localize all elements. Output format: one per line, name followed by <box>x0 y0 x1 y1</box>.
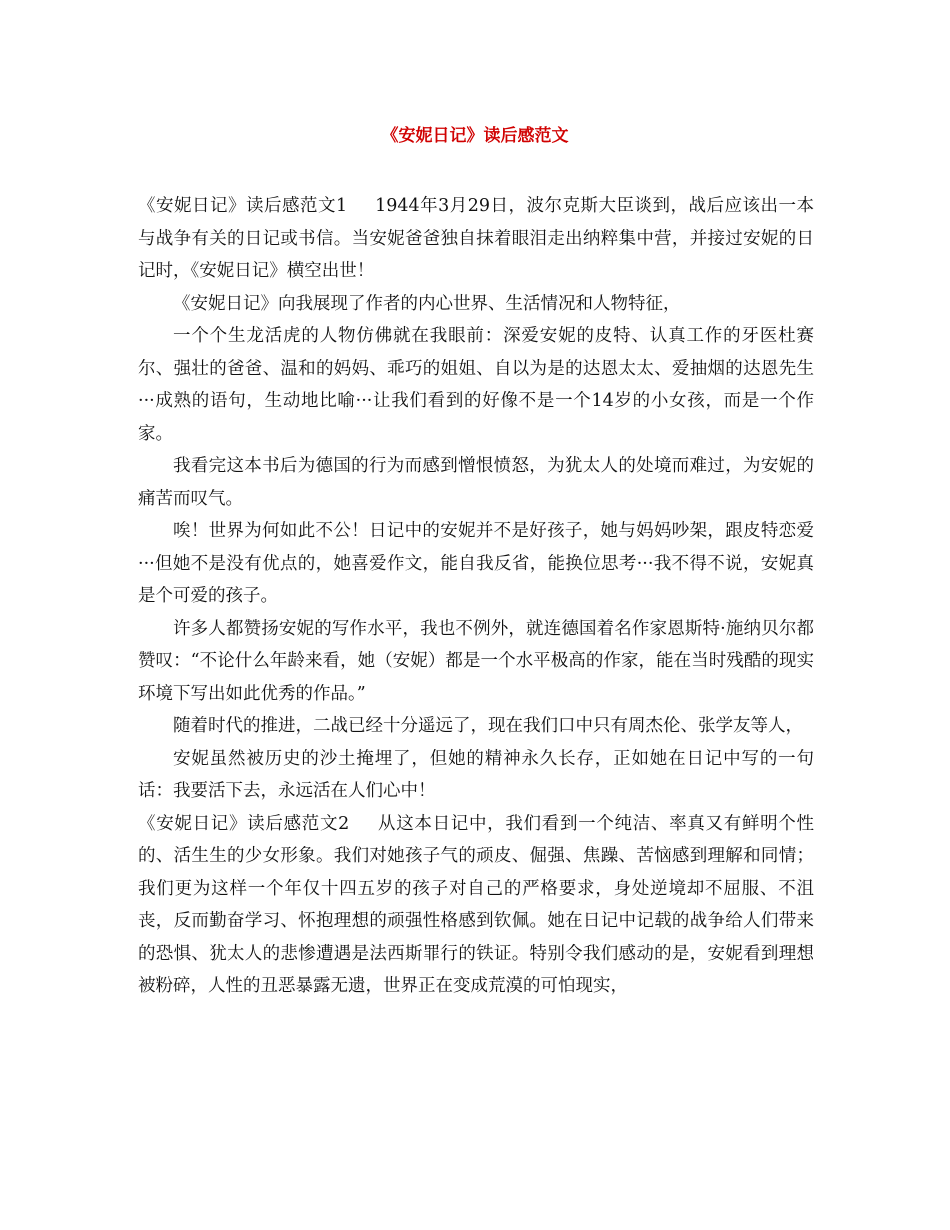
section-1-lead-paragraph <box>138 190 814 288</box>
body-paragraph: 安妮虽然被历史的沙土掩埋了，但她的精神永久长存，正如她在日记中写的一句话：我要活下去，永远活在人们心中！ <box>138 748 814 801</box>
document-title: 《安妮日记》读后感范文 <box>381 126 569 146</box>
body-paragraph: 我看完这本书后为德国的行为而感到憎恨愤怒，为犹太人的处境而难过，为安妮的痛苦而叹气。 <box>138 456 814 509</box>
body-paragraph: 一个个生龙活虎的人物仿佛就在我眼前：深爱安妮的皮特、认真工作的牙医杜赛尔、强壮的爸爸、温和的妈妈、乖巧的姐姐、自以为是的达恩太太、爱抽烟的达恩先生···成熟的语句，生动地比喻···让我们看到的好像不是一个14岁的小女孩，而是一个作家。 <box>138 326 814 444</box>
body-paragraph: 许多人都赞扬安妮的写作水平，我也不例外，就连德国着名作家恩斯特·施纳贝尔都赞叹：“不论什么年龄来看，她（安妮）都是一个水平极高的作家，能在当时残酷的现实环境下写出如此优秀的作品。” <box>138 618 814 704</box>
body-paragraph: 随着时代的推进，二战已经十分遥远了，现在我们口中只有周杰伦、张学友等人， <box>173 716 803 736</box>
body-paragraph: 唉！世界为何如此不公！日记中的安妮并不是好孩子，她与妈妈吵架，跟皮特恋爱···但她不是没有优点的，她喜爱作文，能自我反省，能换位思考···我不得不说，安妮真是个可爱的孩子。 <box>138 521 814 606</box>
body-paragraph: 《安妮日记》向我展现了作者的内心世界、生活情况和人物特征， <box>173 293 681 314</box>
section-1-heading: 《安妮日记》读后感范文1 <box>138 196 348 216</box>
section-2-lead-text: 从这本日记中，我们看到一个纯洁、率真又有鲜明个性的、活生生的少女形象。我们对她孩子气的顽皮、倔强、焦躁、苦恼感到理解和同情；我们更为这样一个年仅十四五岁的孩子对自己的严格要求，身处逆境却不屈服、不沮丧，反而勤奋学习、怀抱理想的顽强性格感到钦佩。她在日记中记载的战争给人们带来的恐惧、犹太人的悲惨遭遇是法西斯罪行的铁证。特别令我们感动的是，安妮看到理想被粉碎，人性的丑恶暴露无遗，世界正在变成荒漠的可怕现实， <box>138 813 814 996</box>
section-2-lead-paragraph <box>138 808 814 1003</box>
document-body <box>138 190 814 1003</box>
section-1-lead-text: 1944年3月29日，波尔克斯大臣谈到，战后应该出一本与战争有关的日记或书信。当安妮爸爸独自抹着眼泪走出纳粹集中营，并接过安妮的日记时，《安妮日记》横空出世！ <box>138 196 814 281</box>
section-2-heading: 《安妮日记》读后感范文2 <box>138 813 350 834</box>
